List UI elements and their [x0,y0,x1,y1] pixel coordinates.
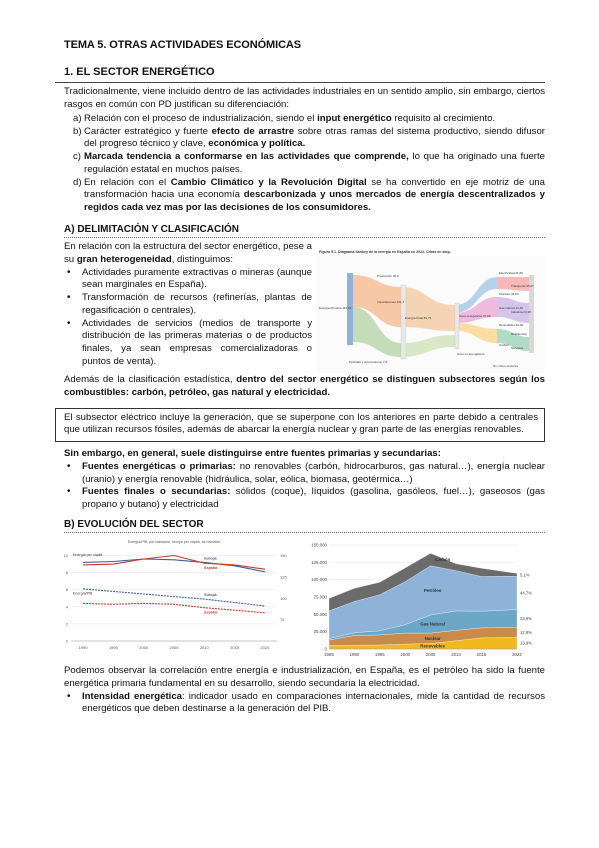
share-label: 23,6% [520,616,532,622]
section-heading-a: A) DELIMITACIÓN Y CLASIFICACIÓN [64,223,545,238]
activity-item: • Transformación de recursos (refinerías, plantas de regasificación o centrales). [67,292,312,316]
primary-secondary-lead: Sin embargo, en general, suele distinguirse entre fuentes primarias y secundarias: [64,448,441,460]
share-label: 5,1% [520,572,530,578]
x-tick-label: 2010 [451,652,461,658]
series-label: Petróleo [423,588,442,594]
y2-tick-label: 125 [280,574,287,580]
y-tick-label: 10 [63,553,68,559]
section1-list [55,113,545,215]
x-tick-label: 1985 [324,652,334,658]
x-tick-label: 1995 [108,645,118,651]
document-page [55,38,545,716]
y-tick-label: 0 [324,646,327,652]
sankey-label: Industria 24,38 [511,310,531,315]
x-tick-label: 2005 [169,645,179,651]
y-tick-label: 100.000 [311,577,327,583]
sankey-label: Producción 35,8 [377,274,399,279]
series-label: Europa [204,593,217,598]
chart-title: Energía/PIB, por habitante, tiempo per cápita, así también [127,540,221,545]
activity-item: • Actividades de servicios (medios de transporte y distribución de las primeras materias o de productos finales, ya sean empresas comercializadoras o puntos de venta). [67,317,312,367]
bullet-dot-icon: • [67,486,71,498]
share-label: 13,9% [520,640,532,646]
sankey-label: Pérdidas y autoconsumo 7,8 [349,360,388,365]
series-label: Europa [204,556,217,561]
y-tick-label: 25.000 [313,629,327,635]
sankey-node-uses [455,303,459,349]
subsector-paragraph: Además de la clasificación estadística, dentro del sector energético se distinguen subsectores según los combustibles: carbón, petróleo, gas natural y electricidad. [64,374,545,398]
sankey-label: Residencial [511,332,527,337]
section-heading-1: 1. EL SECTOR ENERGÉTICO [64,65,215,78]
y-tick-label: 2 [65,621,68,627]
x-tick-label: 2022 [512,652,522,658]
section1-item: b) Carácter estratégico y fuerte efecto de arrastre sobre otras ramas del sistema productivo, siendo difusor del progreso técnico y clave, económica y política. [73,125,545,150]
classification-lead: En relación con la estructura del sector energético, pese a su gran heterogeneidad, distinguimos: [64,241,312,265]
energy-intensity-chart [55,537,293,657]
x-tick-label: 2000 [139,645,149,651]
y-tick-label: 8 [65,570,68,576]
sankey-label: Energía Final 80,79 [405,316,432,321]
sankey-label: Renovables 10,00 [499,323,524,328]
evolution-charts [55,537,545,659]
y-tick-label: 4 [65,604,68,610]
x-tick-label: 2020 [260,645,270,651]
sankey-label: Electricidad 21,89 [499,271,523,276]
energy-source-item: • Fuentes energéticas o primarias: no renovables (carbón, hidrocarburos, gas natural…), energía nuclear (uranio) y energía renovable (hidráulica, solar, eólica, biomasa, geotérmica…) [67,460,545,485]
y-tick-label: 0 [65,638,68,644]
section1-item: d) En relación con el Cambio Climático y la Revolución Digital se ha convertido en eje motriz de una transformación hacia una economía descarbonizada y unos mercados de energía descentralizados y regidos cada vez mas por las decisiones de los consumidores. [73,176,545,213]
y2-tick-label: 150 [280,553,287,559]
list-marker: d) [73,176,82,188]
y-tick-label: 150.000 [311,542,327,548]
series-label: España [204,566,218,571]
bullet-dot-icon: • [67,690,71,702]
sankey-label: Usos no energéticos [457,352,485,357]
list-marker: c) [73,151,81,162]
classification-text [64,241,312,369]
sankey-label: Petróleo 43,93 [499,292,519,297]
section1-item: c) Marcada tendencia a conformarse en las actividades que comprende, lo que ha originado una fuerte regulación estatal en muchos países. [73,151,545,175]
x-tick-label: 1990 [78,645,88,651]
y-tick-label: 125.000 [311,559,327,565]
sankey-label: Importaciones 121,7 [377,300,405,305]
energy-source-item: • Fuentes finales o secundarias: sólidos (coque), líquidos (gasolina, gasóleos, fuel…), gaseosos (gas propano y butano) y electricidad [67,486,545,511]
y-tick-label: 50.000 [313,611,327,617]
page-title: TEMA 5. OTRAS ACTIVIDADES ECONÓMICAS [64,39,301,51]
x-tick-label: 2015 [476,652,487,658]
section-b-paragraph: Podemos observar la correlación entre energía e industrialización, en España, es el petróleo ha sido la fuente energética primaria fundamental en su desarrollo, siendo secundaria la electricidad. [64,665,545,689]
section-heading-b: B) EVOLUCIÓN DEL SECTOR [64,518,545,533]
figure-caption: Figura 5.1. Diagrama Sankey de la energía en España en 2022. Cifras en ktep. [319,250,451,255]
intensity-bullet: • Intensidad energética: indicador usado en comparaciones internacionales, mide la cantidad de recursos energéticos que deben destinarse a la generación del PIB. [67,690,545,715]
section1-intro: Tradicionalmente, viene incluido dentro de las actividades industriales en un sentido amplio, sin embargo, ciertos rasgos en común con PD justifican su diferenciación: [64,86,545,110]
sankey-node-final [401,285,406,359]
x-tick-label: 2010 [199,645,209,651]
annotation: Energía/PIB [73,591,93,596]
bullet-dot-icon: • [67,460,71,472]
series-label: España [204,610,218,615]
series-label: Renovables [420,643,445,649]
activity-item: • Actividades puramente extractivas o mineras (aunque sean marginales en España). [67,266,312,291]
sankey-label: No. Otros sectores [493,364,519,369]
sankey-figure [317,247,545,373]
y2-tick-label: 75 [280,617,285,623]
series-label: Nuclear [424,635,441,641]
electric-subsector-note: El subsector eléctrico incluye la generación, que se superpone con los anteriores en parte debido a centrales que utilizan recursos fósiles, además de abarcar la energía nuclear y gran parte de las energías renovables. [55,408,545,443]
section1-item: a) Relación con el proceso de industrialización, siendo el input energético requisito al crecimiento. [73,112,496,124]
energy-sources-list [55,461,545,512]
y2-tick-label: 100 [280,595,287,601]
bullet-dot-icon: • [67,317,71,329]
sankey-label: Carbón [499,343,509,348]
bullet-dot-icon: • [67,292,71,304]
series-label: Gas Natural [420,621,445,627]
share-label: 12,8% [520,629,532,635]
x-tick-label: 1995 [374,652,385,658]
list-marker: b) [73,125,82,137]
sankey-label: Transporte 35,67 [511,284,534,289]
sankey-label: Gas natural 13,46 [499,306,523,311]
x-tick-label: 2005 [425,652,436,658]
sankey-label: Energía Primaria 115,63 [319,306,352,311]
series-label: Carbón [434,557,451,563]
sankey-label: Usos energéticos 67,86 [459,314,491,319]
list-marker: a) [73,112,82,124]
bullet-dot-icon: • [67,266,71,278]
x-tick-label: 2015 [230,645,240,651]
heading-rule [55,82,545,83]
y-tick-label: 75.000 [313,594,327,600]
sankey-label: Servicios [511,346,524,351]
annotation: Energía per cápita [73,553,103,558]
x-tick-label: 1990 [349,652,360,658]
y-tick-label: 6 [65,587,68,593]
activity-list [64,267,312,369]
classification-block [55,241,545,374]
primary-energy-area-chart [299,537,545,659]
x-tick-label: 2000 [400,652,411,658]
share-label: 44,7% [520,590,532,596]
